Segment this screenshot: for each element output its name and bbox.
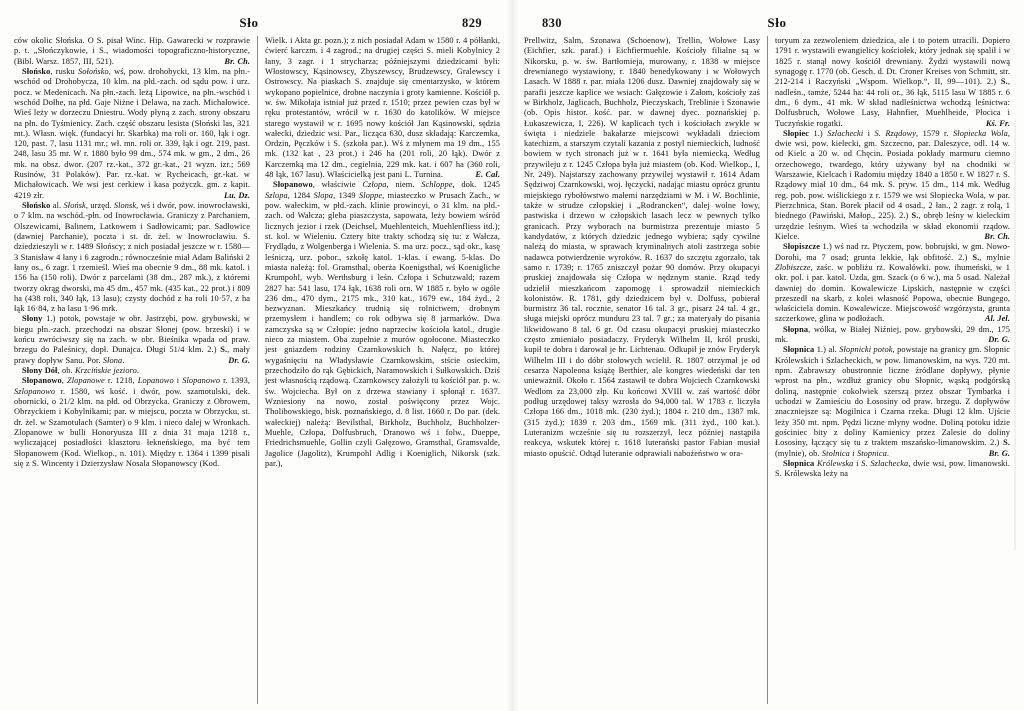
dictionary-entry [775,459,1010,480]
author-signature: Br. Ch. [224,56,250,66]
entry-headword: Słopiec [783,128,810,138]
entry-text: 1.) wś nad rz. Ptyczem, pow. bobrujski, w gm. Nowo-Dorohi, ma 7 osad; grunta lekkie, łąk obfitość. 2.) [775,242,1010,262]
dictionary-entry [265,36,500,180]
page-number-830: 830 [542,16,562,30]
entry-text: , właściwie [312,180,363,190]
author-signature: Kś. Fr. [985,118,1010,128]
dictionary-entry [775,345,1010,458]
entry-text: , wólka, w Białej Niźniej, pow. grybowski, 29 dm., 175 mk. [775,324,1010,345]
entry-variant-name: Slopa [313,190,334,200]
entry-text: 1.) al. [814,345,840,355]
entry-text: , mały prawy dopływ Sanu. Por. [14,345,250,365]
entry-text: Wielk. i Akta gr. pozn.); z nich posiadał Adam w 1580 r. 4 półłanki, ćwierć karczm. i 4 zagrod.; na drugiej części S. mieli Kobylnicy 2 łany, 3 zagr. i 1 strycharza; późniejszymi dziedzicami byli: Włostowscy, Kąsinowscy, Zbyszewscy, Brudzewscy, Gralewscy i Ostrowscy. Na piaskach S. znajduje się cmentarzysko, w którem wykopano popielnice, drobne naczynia i groty kamienne. Kościół p. w. św. Mikołaja istniał już przed r. 1510; przez pewien czas był w ręku protestantów, wrócił w r. 1630 do katolików. W miejsce starego wystawił w r. 1695 nowy kościół Jan Kąsinowski, sędzia wałecki, dziedzic wsi. Par., licząca 630, dusz składają: Karczemka, Ordzin, Pęczków i S. (szkoła par.). Wś z młynem ma 19 dm., 155 mk. (132 kat , 23 prot.) i 246 ha (201 roli, 20 łąk). Dwór z Karczemką ma 12 dm., cegielnia, 229 mk. kat. i 607 ha (360 roli, 48 łąk, 167 lasu). Właścicielką jest pani L. Turnina. [265,36,500,180]
author-signature: Dr. G. [988,335,1010,345]
entry-variant-name: Lopanowo [137,376,174,386]
entry-text: , wś i dwór, pow. inowrocławski, o 7 klm. na wschód.-płn. od Inowrocławia. Graniczy z Parchaniem, Olszewicami, Balinem, Latkowem i Sadłowicami; par. Sadłowice (dawniej Parchanie), poczta i st. dr. żel. w Inowrocławiu. S. dziedzieszyli w r. 1489 Słońscy; z nich posiadał jeszcze w r. 1580—3 Stanisław 4 łany i 6 zagrodn.; równocześnie miał Adam Baliński 2 łany os., 6 zagr. 1 rzemieśl. Wieś ma obecnie 9 dm., 88 mk. katol. i 156 ha (150 roli). Dwór z parcelami (38 dm., 287 mk.), z któremi tworzy okrąg dworski, ma 45 dm., 457 mk. (435 kat., 22 prot.) i 809 ha (438 roli, 340 łąk, 13 lasu); czysty dochód z ha roli 10·57, z ha łąk 16·84, z ha lasu 1·96 mrk. [14,201,251,314]
entry-text: toryum za zezwoleniem dziedzica, ale i to potem utracili. Dopiero 1791 r. wystawili ewangielicy kościołek, który jednak się spalił i w 1825 r. stanął nowy kościół drewniany. Żydzi wystawili nową synagogę r. 1770 (ob. Gesch. d. Dt. Croner Kreises von Schmitt, str. 212-214 i Raczyński „Wspom. Wielkop.“, II, 99—101). 2.) [775,36,1010,87]
author-signature: E. Cal. [475,170,500,180]
entry-variant-name: Slonsk [113,201,137,210]
entry-text: , dwie wsi, pow. limanowski. S. Królewska leży na [775,458,1010,479]
entry-text: 1.) potok, powstaje w obr. Jastrzębi, pow. grybowski, w biegu płn.-zach. przechodzi na obszar Słonej (pow. brzeski) i w końcu zwróciwszy się na zach. w obr. Bieśnika wpada od praw. brzegu do Paleśnicy, dopł. Dunajca. Długi 5 [14,314,250,355]
dictionary-entry [775,36,1010,129]
entry-variant-name: Słona [102,355,123,365]
entry-text: i [853,458,862,468]
entry-text: , ob. [57,366,75,375]
entry-text: 1.) [809,128,828,138]
columns-830 [524,36,1010,704]
running-head-829 [14,0,500,36]
column-829-b [257,36,500,704]
entry-text: , urzęd. [85,201,114,210]
entry-text: , obręb leśny w kieleckim urzędzie leśnym. Wieś ta wchodziła w skład ekonomii rządow. Kielce. [775,211,1010,241]
entry-variant-name: Szlopa [265,190,288,200]
page-number-829: 829 [462,16,482,30]
dictionary-entry [775,325,1010,346]
entry-text: klm. 2.) [184,345,221,355]
running-title-830: Sło [767,15,787,30]
author-signature: Dr. G. [228,355,250,365]
entry-headword: Słony Dół [22,366,58,375]
dictionary-entry [14,201,250,314]
entry-text: (Bibl. Warsz. 1857, III, 521). [14,56,114,66]
dictionary-entry [265,180,500,469]
entry-variant-name: Szlachecki [827,128,864,138]
entry-variant-name: Schloppe [421,180,453,190]
entry-variant-name: Człopa [362,180,387,190]
dictionary-entry [14,67,250,201]
entry-text: i [173,376,183,386]
dictionary-entry [775,242,1010,325]
entry-text: , [61,376,67,386]
entry-headword: Słopiszcze [783,242,820,252]
dictionary-entry [14,314,250,366]
columns-829 [14,36,500,704]
entry-text: , 1579 r. [916,128,954,138]
entry-text: , 1349 [333,190,359,200]
entry-text: klm. na płd. od Obrzycka. Graniczy z Obrowem, Obrzyckiem i Kobylnikami; par. w miejscu, poczta w Obrzycku, st. dr. żel. w Szamotułach (Samter) o 9 klm. i nieco dalej w Wronkach. Zlopanowe w bulli Honoryusza III z dnia 31 maja 1218 r., wyliczającej posiadłości klasztoru łekneńskiego, ma być tem Słopanowem (Kod. Wielkop., n. 101). Między r. 1364 i 1399 pisali się z S. Wincenty i Dzierzysław Nosala Słopanowscy (Kod. [14,396,250,468]
entry-text: , miasteczko w Prusach Zach., w pow. wałeckim, w płd.-zach. klinie prowincyi, o 31 klm. na płd.-zach. od Wałcza; gleba piaszczysta, sapowata, leży bowiem wśród licznych jezior i rzek (Deichsel, Muehlenteich, Muehlenfliess itd.); st. kol. w Wieleniu. Cztery bite trakty schodzą się tu: z Wałcza, Frydlądu, z Wolgenberga i Wielenia. S. ma urz. pocz., sąd okr., kasę leśniczą, urz. pobor., szkołę katol. 1-klas. i ewang. 5-klas. Do miasta należą: fol. Gramsthal, oberża Koenigsthal, wś Koenigliche Krumpohl, wyb. Werthsburg i leśn. Człopa i Schutzwald; razem 2827 ha: 541 lasu, 174 łąk, 1638 roli orn. W 1885 r. było w ogóle 236 dm., 470 dym., 2175 mk., 310 kat., 1679 ew., 184 żyd., 2 bezwyznan. Mieszkańcy trudnią się rolnictwem, drobnym przemysłem i handlem; co rok odbywa się 8 jarmarków. Dwa zamczyska są w Człopie: jedno naprzeciw kościoła katol., drugie nieco za miastem. Oba zupełnie z murów ogołocone. Miasteczko jest gniazdem rodziny Czarnkowskich h. Nałęcz, po której wygaśnięciu na Władysławie Czarnkowskim, stście osieckim, przechodziło do rąk Gębickich, Naramowskich i Sułkowskich. Dziś jest własnością rządową. Czarnkowscy założyli tu kościół par. p. w. św. Wojciecha. Był on z drzewa stawiany i spłonął r. 1637. Wzniesiony na nowo, został poświęcony przez Wojc. Tholibowskiego, bisk. poznańskiego, d. 8 list. 1660 r. Do par. (dek. wałeckiej) należą: Bevilsthal, Birkholz, Buchholz, Buchholzer-Muehle, Człopa, Dolfusbruch, Dranowo wś i folw., Dueppe, Friedrichsmuehle, Gollin czyli Gałęzowo, Gramsthal, Gramsvalde, Jagolice (Jagolitz), Krumpohl Adlig i Koeniglich, Nikorsk (szk. par.), [265,190,500,468]
entry-headword: Słopnica [783,458,815,468]
entry-text: , 1284 [287,190,314,200]
entry-headword: S. [1003,438,1010,448]
entry-headword: S. [972,252,980,262]
dictionary-entry [775,129,1010,242]
entry-headword: S. [220,345,228,355]
page-830 [512,0,1024,711]
entry-variant-name: Słopiecka Wola [953,128,1008,138]
entry-headword: Słony [22,314,43,324]
entry-text: i [863,128,875,138]
entry-text: r. 1580, wś kość. i dwór, pow. szamotulski, dek. obornicki, o 2 [14,386,250,406]
entry-variant-name: Słopnicki potok [839,345,893,355]
entry-text: , powstaje na granicy gm. Słopnic Królewskich i Szlacheckich, w pow. limanowskim, na wys. 720 mt. npm. Zabrawszy obustronnie liczne źródlane dopływy, płynie wprost na płn., wzdłuż granicy obu Słopnic, wąską podgórską doliną, następnie cokolwiek szerszą przez obszar Tymbarka i uchodzi w Zamieściu do Łososiny od praw. brzegu. Z dopływów znaczniejsze są: Mogilnica i Czarna rzeka. Długi 12 klm. Ujście leży 350 mt. npm. Pędzi liczne młyny wodne. Doliną potoku idzie gościniec bity z doliny Kamienicy przez Zalesie do doliny Łososiny, łączący się tu z traktem mszańsko-limanowskim. 2.) [775,345,1010,448]
entry-text: al. [50,201,64,210]
entry-headword: Słońsko [22,201,51,210]
author-signature: Al. Jel. [984,314,1010,324]
entry-text: 1/4 [173,345,185,355]
entry-variant-name: Sloppe [358,190,383,200]
entry-text: . [886,448,890,458]
entry-variant-name: S. Szlachecka [861,458,909,468]
entry-variant-name: Slopanowo [182,376,221,386]
column-830-b [767,36,1010,704]
entry-text: „Słończykowie, i S., wiadomości topograficzno-historyczne, [33,46,251,56]
entry-text: (mylnie), ob. [775,448,822,458]
entry-variant-name: Szlopanowo [14,386,56,396]
entry-headword: Słopna [783,324,809,334]
running-head-830 [524,0,1010,36]
entry-variant-name: S. Rządowy [874,128,917,138]
dictionary-entry [14,376,250,469]
entry-text: 1/2 [63,396,75,406]
entry-headword: S. [1000,77,1008,87]
author-signature: Lu. Dz. [223,190,250,200]
entry-text: , dok. 1245 [452,180,500,190]
author-signature: Br. G. [988,448,1010,458]
entry-headword: Słońsko [22,66,51,76]
column-830-a [524,36,767,704]
author-signature: Br. Ch. [984,231,1010,241]
entry-variant-name: Słońsk [63,201,86,210]
entry-text: . [136,366,140,375]
entry-text: , niem. [386,180,422,190]
entry-variant-name: Królewska [816,458,854,468]
entry-text: , zaśc. w pobliżu rz. Kowalówki. pow. ihumeński, w 1 okr. pol. i par. katol. Uzda, gm. Szack (o 6 w.), ma 5 osad. Należał dawniej do domin. Kowalewicze Lipskich, następnie w części przeszedł na skarb, z kolei własność Popowa, obecnie Bungego, właściciela domin. Kowalewicze. Miejscowość wzgórzysta, grunta szczerkowe, glina w podłożach. [775,262,1010,324]
dictionary-entry [14,36,250,67]
entry-text: . [122,355,125,365]
entry-text: , rusku [50,66,78,76]
entry-text: , dwie wsi, pow. kielecki, gm. Szczecno, par. Daleszyce, odl. 14 w. od Kielc a 20 w. od Chęcin. Posiada pokłady marmuru ciemno orzechowego, twardego, który używany był na chodniki w Warszawie, Kielcach i Radomiu między 1840 a 1850 r. W 1827 r. S. Rządowy miał 10 dm., 64 mk. S. pryw. 15 dm., 114 mk. Według reg. pob. pow. wiślickiego z r. 1579 we wsi Słopiecka Wola, w par. Pierzchnica, Stan. Borek płacił od 4 osad., 2 łan., 2 zagr. z rolą, 1 biednego (Pawiński, Małop., 225). 2.) [775,128,1010,221]
dictionary-entry [524,36,760,459]
dictionary-entry [14,366,250,376]
entry-text: , nadleśn., tamże, 5244 ha: 44 roli or., 36 łąk, 5115 lasu W 1885 r. 6 dm., 6 dym., 41 mk. W skład nadleśnictwa wchodzą leśnictwa: Dolfusbruch, Wołowe Lasy, Hahnfier, Muehlheide, Płocica i Tuczyńskie rogatki. [775,77,1010,128]
entry-text: r. 1393, [220,376,250,386]
entry-text: , mylnie [979,252,1010,262]
entry-text: ców okolic Słońska. O S. pisał Winc. Hip. Gawarecki w rozprawie p. t. [14,36,250,56]
entry-text: , wś, pow. drohobycki, 13 klm. na płn.-wschód od Drohobycza, 10 klm. na płd.-zach. od sądu pow. i urz. pocz. w Medenicach. Na płn.-zach. leżą Lipowice, na płn.-wschód i wschód Dołhe, na płd. Gaje Niżne i Delawa, na zach. Michałowice. Wieś leży w dorzeczu Dniestru. Wody płyną z zach. strony obszaru na płn. do Tyśmienicy. Zach. część obszaru lesista (Słoński las, 321 mt.). Własn. więk. (fundacyi hr. Skarbka) ma roli or. 160, łąk i ogr. 120, past. 7, lasu 1131 mr.; wł. mn. roli or. 339, łąk i ogr. 219, past. 248, lasu 35 mr. W r. 1880 było 99 dm., 574 mk. w gm., 2 dm., 26 mk. na obsz. dwor. (207 rz.-kat., 372 gr.-kat., 21 wyzn. izr.; 569 Rusinów, 31 Polaków). Par. rz.-kat. w Rycheicach, gr.-kat. w Michałowicach. We wsi jest cerkiew i kasa pożyczk. gm. z kapit. 4219 złr. [14,66,250,200]
entry-variant-name: Krzcińskie jezioro [75,366,137,375]
entry-headword: Słopnica [783,345,815,355]
entry-headword: Słopanowo [22,376,62,386]
running-title-829: Sło [239,15,259,30]
entry-headword: S. [911,211,919,221]
entry-variant-name: Zlobiszcze [775,262,811,272]
entry-variant-name: Sołońsko [77,66,109,76]
entry-variant-name: Stolnica i Stopnica [821,448,887,458]
column-829-a [14,36,257,704]
entry-headword: Słopanowo [273,180,313,190]
entry-text: r. 1218, [104,376,138,386]
entry-text: Prellwitz, Salm, Szonawa (Schoenow), Trellin, Wołowe Lasy (Eichfier, szk. paraf.) i Eichfiermuehle. Kościoły filialne są w Nikorsku, p. w. św. Bartłomieja, murowany, r. 1838 w miejsce drewnianego wystawiony, r. 1840 benedykowany i w Wołowych Lasach. W 1888 r. par. miała 1206 dusz. Dawniej znajdowały się w parafii jeszcze kaplice we wsiach: Gałęzowie i Załom, kościoły zaś w Birkholz, Jaglicach, Buchholz, Pieczyskach, Treblinie i Szonawie (ob. Opis histor. kość. par. w dawnej dyec. poznańskiej p. Łukaszewicza, I, 226). W kaplicach tych i kościołach zwykle w święta i niedziele bakałarze miejscowi wykładali dzieciom katechizm, a starszym czytali kazania z postyl niemieckich, ludność bowiem w tych stronach już w r. 1641 była niemiecką. Według przywileju z r. 1245 Człopa była już miastem (ob. Kod. Wielkop., I, Nr. 249). Najstarszy zachowany przywilej wystawił r. 1614 Adam Sędziwoj Czarnkowski, woj. łęczycki, nadając miastu oprócz gruntu miejskiego rybołówstwo małemi narzędziami w M. i W. Bochlinie, także w strudze człopskiej i „Rodrancken“, dalej wolne łowy, pastwiska i drzewo w człopskich lasach lecz w pewnych tylko granicach. Przy wyborach na burmistrza prezentuje miasto 5 kandydatów, z których dziedzic jednego wybiera; sądy cywilne należą do miasta, w sprawach kryminalnych atoli zastrzega sobie nadawca potwierdzenie wyroków. R. 1637 do szczętu zgorzało, tak samo r. 1739; r. 1765 zniszczył pożar 90 domów. Przy okupacyi pruskiej znajdowała się Człopa w nędznym stanie. Rząd tedy udzielił mieszkańcom zapomogę i sprowadził niemieckich kolonistów. R. 1781, gdy dziedzicem był v. Dolfuss, pobierał burmistrz 36 tal. rocznie, senator 16 tal. 3 gr., pisarz 24 tal. 4 gr., sługa miejski oprócz munduru 23 tal. 7 gr.; za materyały do pisania likwidowano 8 tal. 6 gr. Od czasu okupacyi pruskiej miasteczko często zmieniało posiadaczy. Fryderyk Wilhelm II, król pruski, kupił te dobra i darował je hr. Lichtenau. Odkupił je znów Fryderyk Wilhelm III i do dóbr stołowych wcielił. R. 1807 otrzymał je od cesarza Napoleona książę Berthier, ale kongres wiedeński dar ten unieważnił. Około r. 1564 zastawił te dobra Wojciech Czarnkowski Wedlom za 23,000 złp. Ku końcowi XVIII w. zaś wartość dóbr podług urzędowej taksy wzrosła do 94,000 tal. W 1783 r. liczyła Człopa 166 dm., 1018 mk. (230 żyd.); 1804 r. 210 dm., 1387 mk. (315 żyd.); 1839 r. 203 dm., 1569 mk. (311 żyd., 100 kat.). Luteranizm wcześnie się tu rozszerzył, lecz później nastąpiła reakcya, wskutek której r. 1618 luterański pastor Fabian musiał miasto opuścić. Odtąd luteranie odprawiali nabożeństwo w ora- [524,36,760,458]
entry-variant-name: Zlopanowe [66,376,105,386]
